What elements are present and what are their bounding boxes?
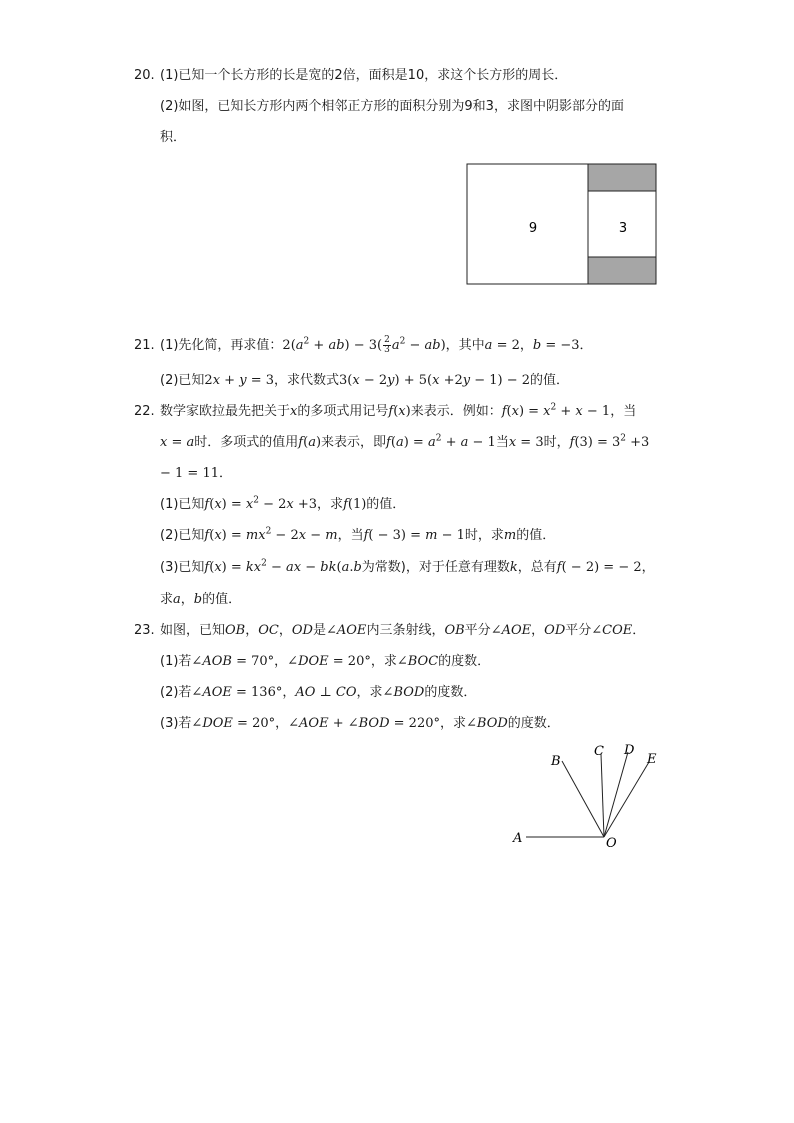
q23-part3: (3)若∠DOE = 20°，∠AOE + ∠BOD = 220°，求∠BOD的度数． [160,716,560,731]
q22-number: 22. [134,404,155,419]
shaded-bottom [588,257,656,284]
q22-part3-line1: (3)已知$f(x) = kx^2$ − ax − bk(a.b为常数)，对于任意有理数k，总有f( − 2) = − 2， [160,558,655,575]
label-B: B [551,754,561,769]
label-C: C [594,744,604,759]
q22-intro-line2: x = a时．多项式的值用f(a)来表示，即$f(a) = a^2 + a - 1$当x = 3时，$f(3) = 3^2 +3$ [160,433,650,450]
q22-part2: (2)已知$f(x) = mx^2 - 2x - m$，当f( − 3) = m − 1时，求m的值． [160,526,556,543]
q22-part1: (1)已知$f(x) = x^2 - 2x +3$，求f(1)的值． [160,495,406,512]
q20-part1: (1)已知一个长方形的长是宽的2倍，面积是10，求这个长方形的周长． [160,68,568,83]
q21-part2: (2)已知2x + y = 3，求代数式3(x − 2y) + 5(x +2y − 1) − 2的值． [160,373,570,388]
ray-OE [604,762,649,837]
q22-intro-line3: − 1 = 11． [160,466,233,481]
q20-number: 20. [134,68,155,83]
label-D: D [624,743,635,758]
square-9-label: 9 [528,221,538,236]
q23-number: 23. [134,623,155,638]
q20-part2-line2: 积． [160,130,187,145]
q21-part1: (1)先化简，再求值：$2(a^2 + ab) - 3$( $\frac{2}{3}$ $a^2 - ab$)，其中a = 2，b = −3． [160,335,593,355]
ray-OC [601,754,604,837]
q23-intro: 如图，已知OB，OC，OD是∠AOE内三条射线，OB平分∠AOE，OD平分∠COE． [160,623,646,638]
q20-part2-line1: (2)如图，已知长方形内两个相邻正方形的面积分别为9和3，求图中阴影部分的面 [160,99,624,114]
q23-part1: (1)若∠AOB = 70°，∠DOE = 20°，求∠BOC的度数． [160,654,491,669]
label-A: A [513,831,523,846]
q23-part2: (2)若∠AOE = 136°，AO ⊥ CO，求∠BOD的度数． [160,685,477,700]
ray-OB [562,761,604,837]
q21-number: 21. [134,338,155,353]
label-E: E [647,752,657,767]
square-3-label: 3 [618,221,628,236]
q22-intro-line1: 数学家欧拉最先把关于x的多项式用记号f(x)来表示．例如：$f(x) = x^2 + x - 1$，当 [160,402,637,419]
label-O: O [606,836,617,851]
q20-figure [466,163,658,287]
q23-angle-figure [505,738,670,853]
shaded-top [588,164,656,191]
q22-part3-line2: 求a，b的值． [160,592,242,607]
ray-OD [604,752,628,837]
